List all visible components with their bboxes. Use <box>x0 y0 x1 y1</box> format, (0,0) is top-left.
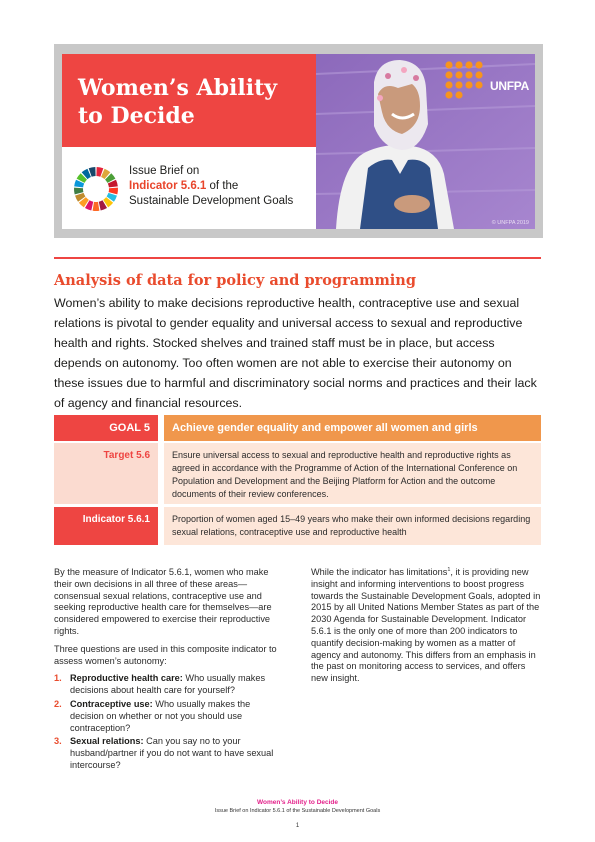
list-number: 2. <box>54 698 62 709</box>
goal-label: GOAL 5 <box>54 415 158 441</box>
list-number: 1. <box>54 673 62 684</box>
logo-dot <box>475 81 482 88</box>
question-text: Can you say no to your husband/partner if you do not want to have sexual intercourse? <box>70 736 274 770</box>
question-label: Sexual relations: <box>70 736 144 747</box>
sdg-wheel-segment <box>109 188 118 195</box>
list-number: 3. <box>54 736 62 747</box>
right-paragraph-start: While the indicator has limitations <box>311 567 448 577</box>
logo-dot <box>455 71 462 78</box>
goal-row <box>54 415 541 441</box>
target-row <box>54 443 541 504</box>
issue-of: of the <box>206 180 239 192</box>
page-title <box>78 74 308 130</box>
question-list <box>54 673 282 771</box>
right-paragraph-rest: , it is providing new insight and informing interventions to boost progress towards the Sustainable Development Goals, adopted in 2015 by all United Nations Member States as part of the 2030 Agenda for Sustainable Development. Indicator 5.6.1 is the only one of more than 200 indicators to quantify decision-making by women as a matter of agency and autonomy. This differs from an emphasis in the past on monitoring access to services, and offers new insight. <box>311 567 541 684</box>
logo-dot <box>445 81 452 88</box>
sdg-wheel-segment <box>93 202 100 211</box>
target-label: Target 5.6 <box>54 443 158 504</box>
logo-dot <box>445 91 452 98</box>
issue-brief-subtitle <box>129 164 314 209</box>
logo-dot <box>455 61 462 68</box>
question-text: Who usually makes the decision on whether or not you should use contraception? <box>70 698 251 733</box>
right-column <box>311 567 542 691</box>
title-line-1: Women’s Ability <box>78 75 278 101</box>
logo-dot <box>465 71 472 78</box>
question-label: Reproductive health care: <box>70 673 183 684</box>
logo-dot <box>455 81 462 88</box>
issue-suffix: Sustainable Development Goals <box>129 195 294 207</box>
target-cell <box>164 443 541 504</box>
sdg-wheel-icon <box>73 166 119 212</box>
title-line-2: to Decide <box>78 103 195 129</box>
issue-prefix: Issue Brief on <box>129 165 200 177</box>
footnote-link[interactable]: 1 <box>447 566 451 573</box>
footer-subtitle: Issue Brief on Indicator 5.6.1 of the Sustainable Development Goals <box>214 808 381 814</box>
logo-dot <box>465 81 472 88</box>
issue-indicator: Indicator 5.6.1 <box>129 180 207 192</box>
indicator-label: Indicator 5.6.1 <box>54 507 158 545</box>
logo-dot <box>455 91 462 98</box>
footer-title: Women’s Ability to Decide <box>256 799 339 806</box>
section-divider <box>54 257 541 259</box>
left-paragraph-2: Three questions are used in this composite indicator to assess women’s autonomy: <box>54 643 277 666</box>
intro-paragraph: Women’s ability to make decisions reproductive health, contraceptive use and sexual relations is pivotal to gender equality and universal access to sexual and reproductive health and rights. Stocked shelves and trained staff must be in place, but access depends on autonomy. Too often women are not able to exercise their autonomy on these issues due to harmful and discriminatory social norms and practices and their lack of agency and financial resources. <box>54 296 537 410</box>
section-heading: Analysis of data for policy and programming <box>54 272 416 289</box>
logo-dot <box>475 61 482 68</box>
logo-dot <box>445 71 452 78</box>
unfpa-logo-text: UNFPA <box>490 79 529 93</box>
indicator-row <box>54 507 541 545</box>
list-item <box>54 673 282 697</box>
target-text: Ensure universal access to sexual and reproductive health and reproductive rights as agreed in accordance with the Programme of Action of the International Conference on Population and Development and the Beijing Platform for Action and the outcome documents of their review conferences. <box>172 450 518 499</box>
photo-credit: © UNFPA 2019 <box>491 220 529 226</box>
goal-text: Achieve gender equality and empower all women and girls <box>164 415 541 441</box>
left-paragraph-1: By the measure of Indicator 5.6.1, women who make their own decisions in all three of these areas—consensual sexual relations, contraceptive use and seeking reproductive health care for themselves—are considered empowered to exercise their reproductive rights. <box>54 567 272 636</box>
logo-dot <box>465 61 472 68</box>
hero-photo <box>316 54 535 229</box>
list-item <box>54 736 282 771</box>
left-column <box>54 567 282 774</box>
page-number: 1 <box>295 823 300 829</box>
list-item <box>54 699 282 734</box>
indicator-cell <box>164 507 541 545</box>
indicator-text: Proportion of women aged 15–49 years who make their own informed decisions regarding sexual relations, contraceptive use and reproductive health <box>172 514 531 537</box>
question-text: Who usually makes decisions about health care for yourself? <box>70 673 266 696</box>
question-label: Contraceptive use: <box>70 698 153 709</box>
logo-dot <box>475 71 482 78</box>
sdg-wheel-segment <box>74 188 83 195</box>
logo-dot <box>445 61 452 68</box>
right-paragraph <box>311 567 542 685</box>
